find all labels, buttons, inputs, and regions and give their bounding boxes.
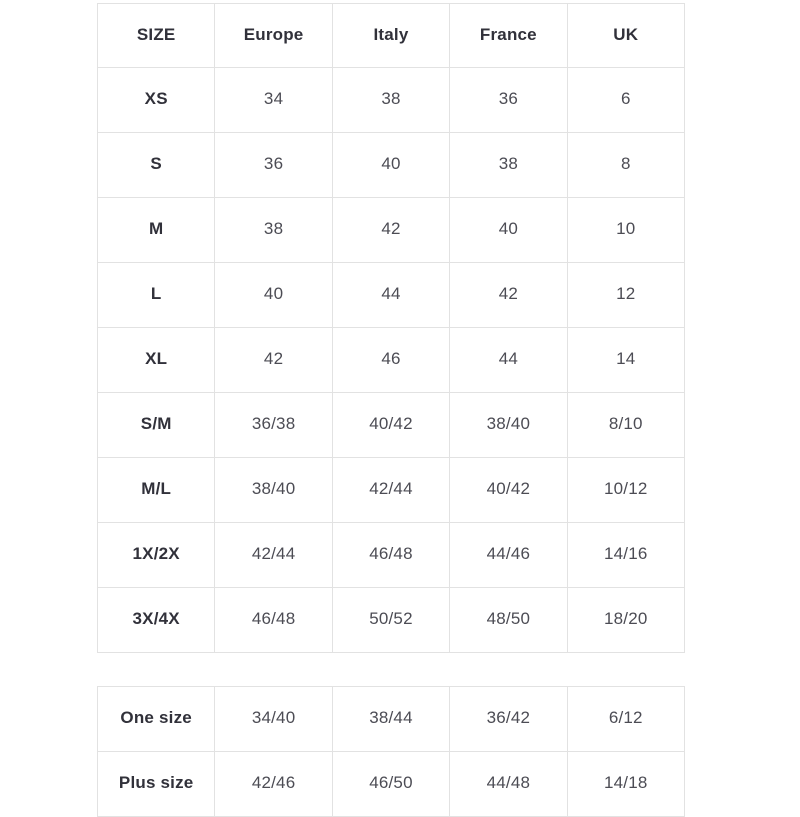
table-row: [98, 393, 685, 458]
value-cell: 46/50: [332, 752, 449, 817]
value-cell: 48/50: [450, 588, 567, 653]
column-header-size: SIZE: [98, 4, 215, 68]
table-row: [98, 687, 685, 752]
value-cell: 42: [215, 328, 332, 393]
value-cell: 42/44: [215, 523, 332, 588]
size-label-cell: Plus size: [98, 752, 215, 817]
value-cell: 46: [332, 328, 449, 393]
value-cell: 44/48: [450, 752, 567, 817]
value-cell: 38/40: [450, 393, 567, 458]
value-cell: 10/12: [567, 458, 684, 523]
value-cell: 18/20: [567, 588, 684, 653]
table-row: [98, 328, 685, 393]
value-cell: 36/38: [215, 393, 332, 458]
table-gap: [97, 653, 685, 686]
value-cell: 42/46: [215, 752, 332, 817]
size-conversion-table-body: [98, 68, 685, 653]
value-cell: 40: [450, 198, 567, 263]
value-cell: 40/42: [450, 458, 567, 523]
column-header-europe: Europe: [215, 4, 332, 68]
value-cell: 38/44: [332, 687, 449, 752]
size-label-cell: S: [98, 133, 215, 198]
value-cell: 42: [332, 198, 449, 263]
value-cell: 6/12: [567, 687, 684, 752]
size-label-cell: 3X/4X: [98, 588, 215, 653]
value-cell: 44: [450, 328, 567, 393]
size-label-cell: XS: [98, 68, 215, 133]
value-cell: 44: [332, 263, 449, 328]
size-label-cell: S/M: [98, 393, 215, 458]
size-label-cell: L: [98, 263, 215, 328]
value-cell: 38: [215, 198, 332, 263]
value-cell: 6: [567, 68, 684, 133]
size-label-cell: One size: [98, 687, 215, 752]
value-cell: 10: [567, 198, 684, 263]
value-cell: 36: [215, 133, 332, 198]
value-cell: 38: [450, 133, 567, 198]
value-cell: 44/46: [450, 523, 567, 588]
table-row: [98, 588, 685, 653]
value-cell: 36/42: [450, 687, 567, 752]
size-chart-page: [97, 3, 685, 817]
value-cell: 40/42: [332, 393, 449, 458]
size-conversion-table-header: [98, 4, 685, 68]
value-cell: 42: [450, 263, 567, 328]
size-label-cell: M/L: [98, 458, 215, 523]
value-cell: 12: [567, 263, 684, 328]
column-header-france: France: [450, 4, 567, 68]
value-cell: 42/44: [332, 458, 449, 523]
one-size-table: [97, 686, 685, 817]
table-row: [98, 133, 685, 198]
value-cell: 14/16: [567, 523, 684, 588]
value-cell: 34: [215, 68, 332, 133]
one-size-table-body: [98, 687, 685, 817]
column-header-italy: Italy: [332, 4, 449, 68]
table-row: [98, 752, 685, 817]
value-cell: 40: [332, 133, 449, 198]
size-label-cell: XL: [98, 328, 215, 393]
value-cell: 14/18: [567, 752, 684, 817]
value-cell: 38/40: [215, 458, 332, 523]
header-row: [98, 4, 685, 68]
value-cell: 40: [215, 263, 332, 328]
table-row: [98, 198, 685, 263]
value-cell: 36: [450, 68, 567, 133]
size-label-cell: 1X/2X: [98, 523, 215, 588]
value-cell: 14: [567, 328, 684, 393]
value-cell: 46/48: [215, 588, 332, 653]
value-cell: 38: [332, 68, 449, 133]
value-cell: 8: [567, 133, 684, 198]
table-row: [98, 263, 685, 328]
value-cell: 8/10: [567, 393, 684, 458]
table-row: [98, 523, 685, 588]
value-cell: 50/52: [332, 588, 449, 653]
value-cell: 46/48: [332, 523, 449, 588]
size-conversion-table: [97, 3, 685, 653]
column-header-uk: UK: [567, 4, 684, 68]
table-row: [98, 68, 685, 133]
table-row: [98, 458, 685, 523]
value-cell: 34/40: [215, 687, 332, 752]
size-label-cell: M: [98, 198, 215, 263]
